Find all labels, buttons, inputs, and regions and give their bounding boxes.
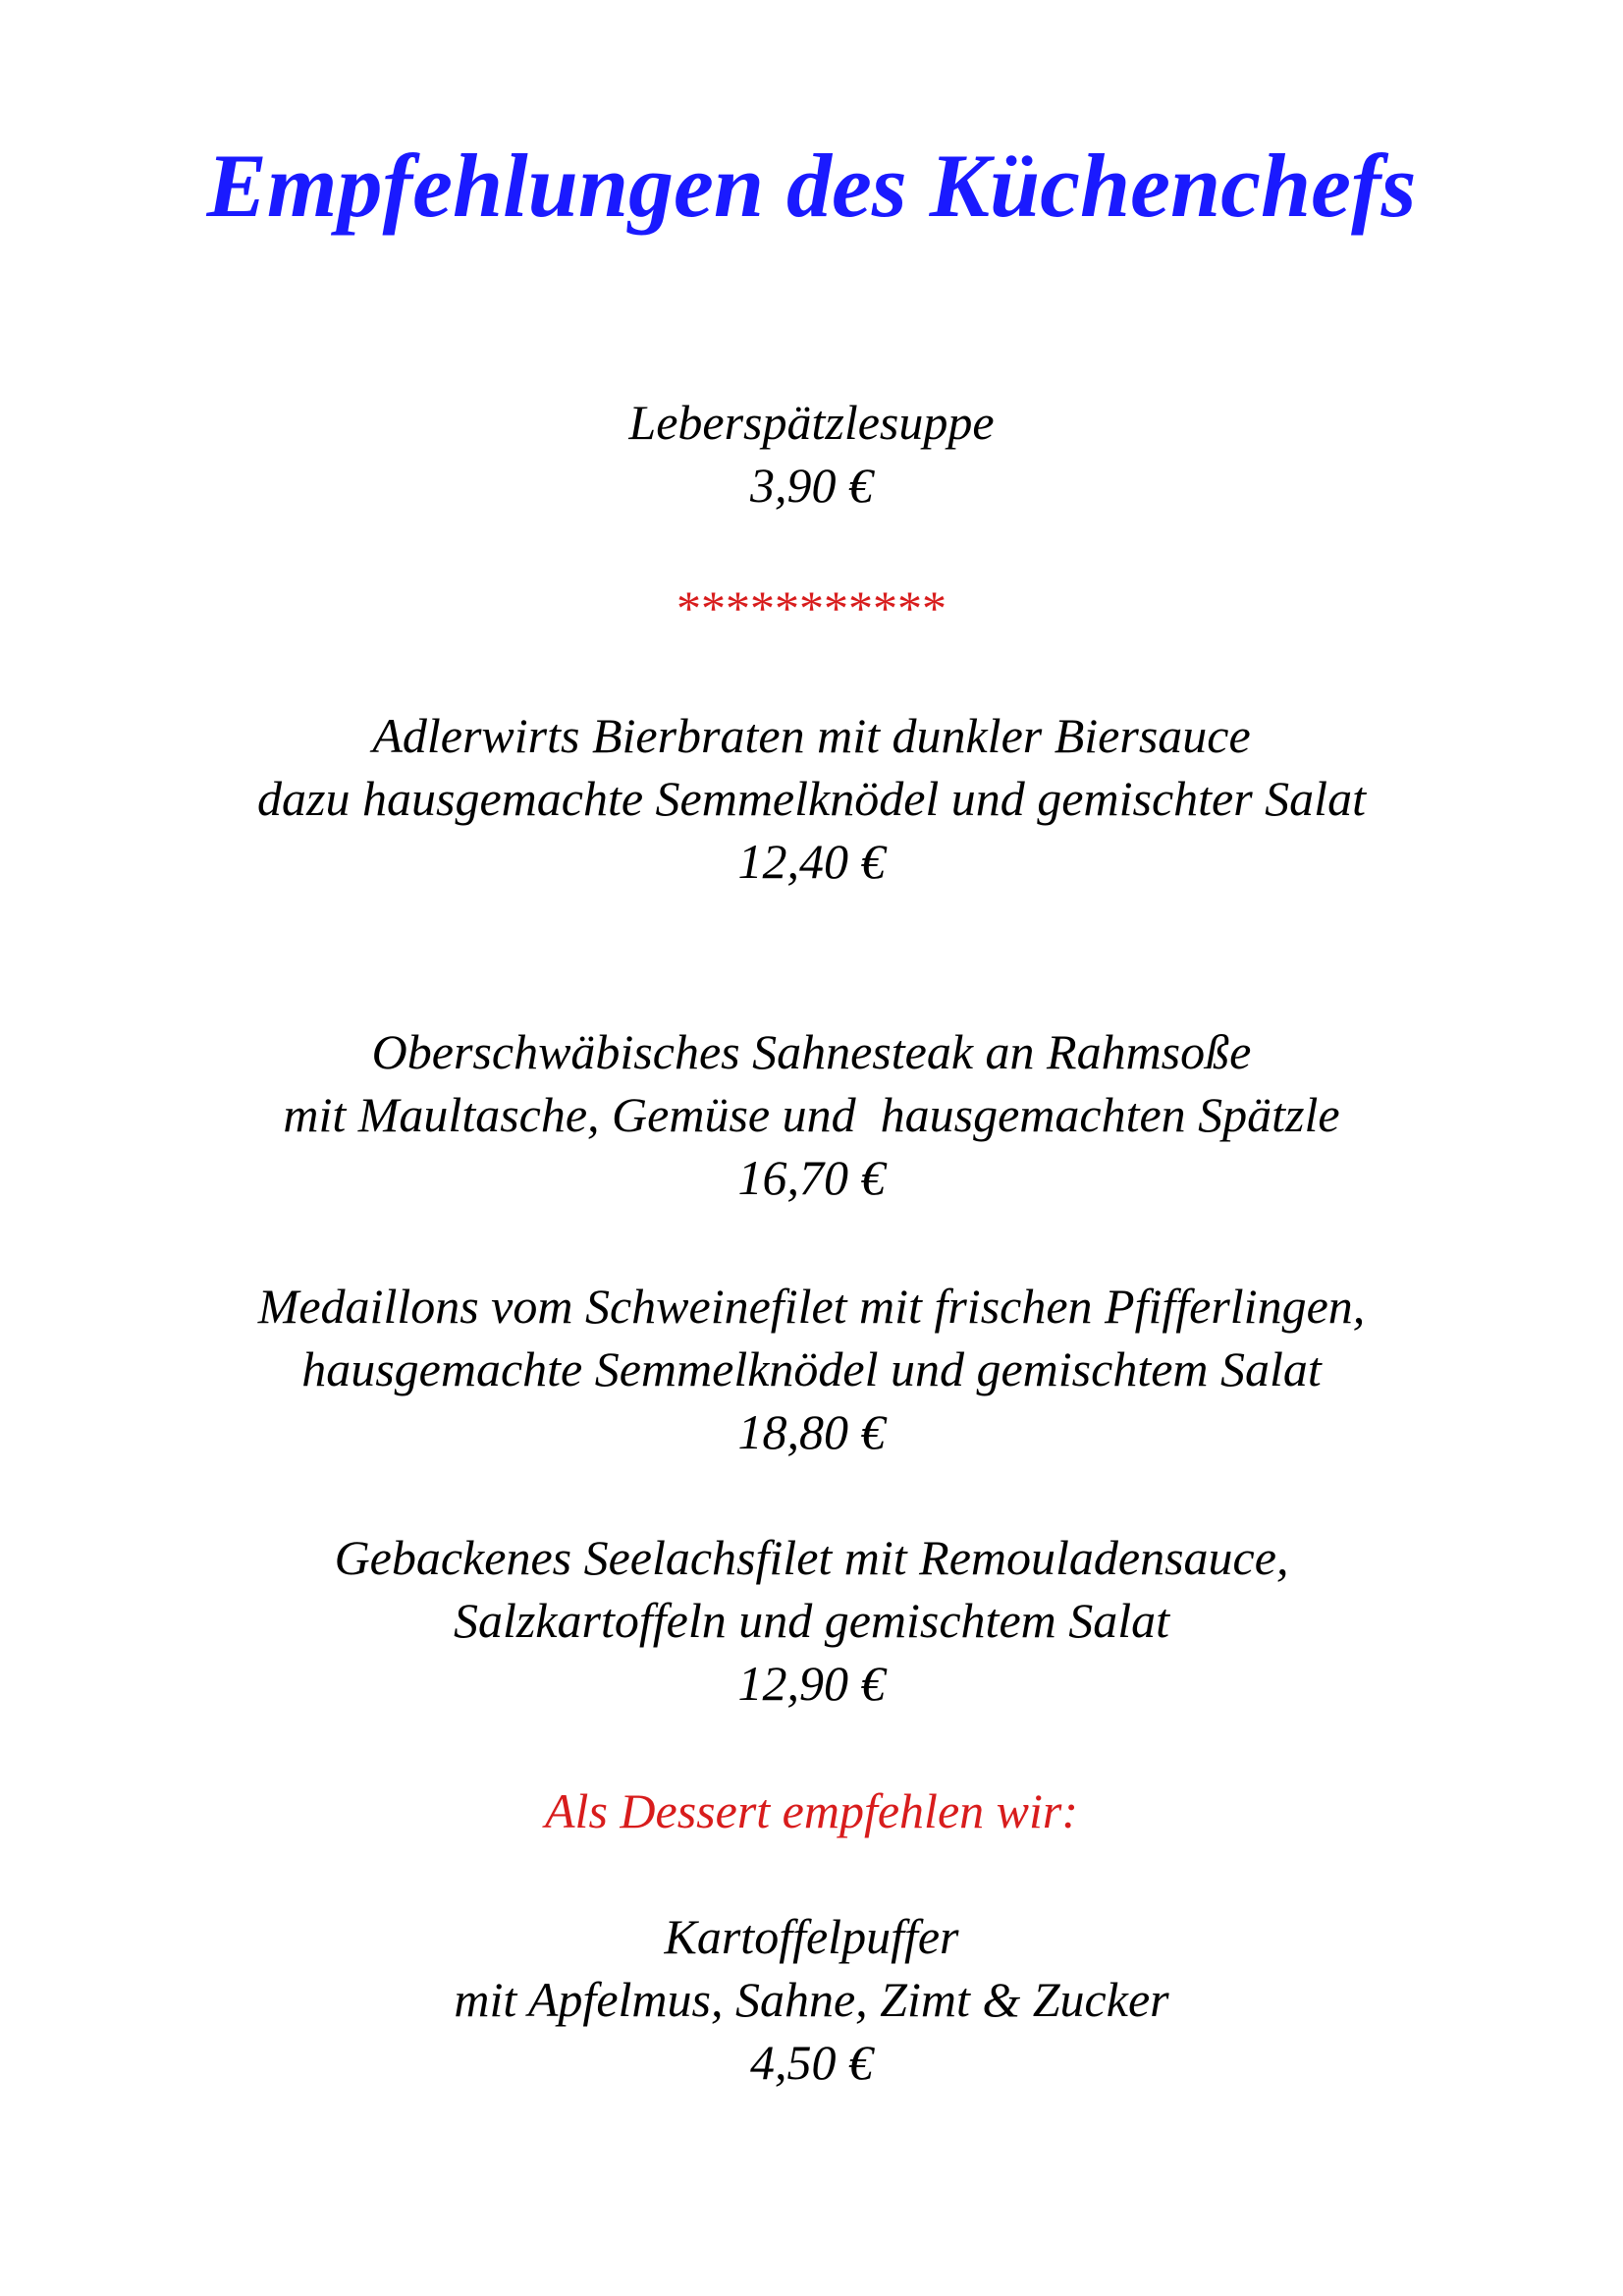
soup-name: Leberspätzlesuppe xyxy=(628,395,995,450)
dish-4-title: Gebackenes Seelachsfilet mit Remouladensauce, xyxy=(334,1530,1289,1585)
dish-1-description: dazu hausgemachte Semmelknödel und gemischter Salat xyxy=(257,771,1366,826)
dish-2-title: Oberschwäbisches Sahnesteak an Rahmsoße xyxy=(371,1024,1252,1079)
soup-price: 3,90 € xyxy=(750,458,873,513)
dessert-price: 4,50 € xyxy=(750,2035,873,2090)
separator: *********** xyxy=(676,580,947,635)
dish-3-title: Medaillons vom Schweinefilet mit frischen Pfifferlingen, xyxy=(257,1279,1366,1334)
dessert-description: mit Apfelmus, Sahne, Zimt & Zucker xyxy=(454,1972,1169,2027)
menu-title: Empfehlungen des Küchenchefs xyxy=(206,136,1417,236)
dish-1-price: 12,40 € xyxy=(737,834,886,889)
dish-4-description: Salzkartoffeln und gemischtem Salat xyxy=(453,1593,1170,1648)
dessert-heading: Als Dessert empfehlen wir: xyxy=(545,1783,1078,1838)
dish-3-price: 18,80 € xyxy=(737,1404,886,1459)
dessert-name: Kartoffelpuffer xyxy=(664,1909,959,1964)
dish-3-description: hausgemachte Semmelknödel und gemischtem Salat xyxy=(301,1341,1322,1396)
dish-2-price: 16,70 € xyxy=(737,1150,886,1205)
dish-2-description: mit Maultasche, Gemüse und hausgemachten Spätzle xyxy=(283,1087,1340,1142)
dish-1-title: Adlerwirts Bierbraten mit dunkler Biersauce xyxy=(372,708,1251,763)
dish-4-price: 12,90 € xyxy=(737,1656,886,1711)
